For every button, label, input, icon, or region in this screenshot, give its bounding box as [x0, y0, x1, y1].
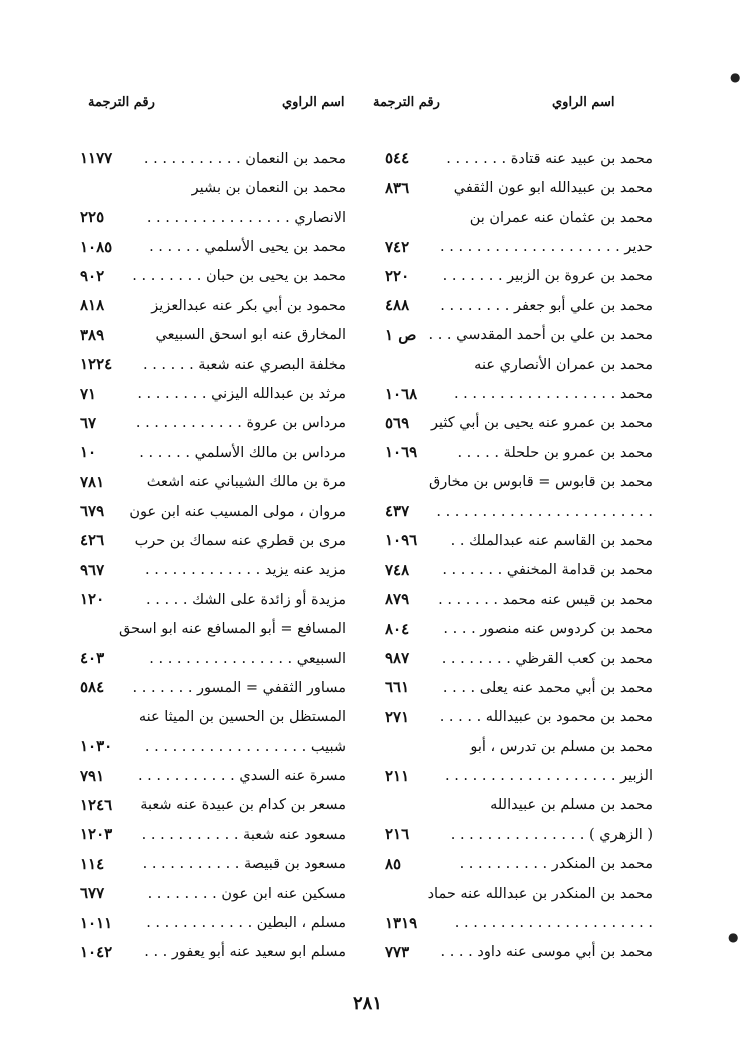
narrator-name: مسرة عنه السدي . . . . . . . . . . . — [137, 768, 346, 785]
narrator-name: مرداس بن عروة . . . . . . . . . . . . — [135, 415, 346, 432]
index-entry — [80, 607, 346, 636]
index-entry — [80, 343, 346, 372]
entry-number: ٧٧٣ — [385, 942, 410, 961]
index-entry — [80, 460, 346, 489]
entry-number: ٧١ — [80, 384, 97, 403]
narrator-name: مزيد عنه يزيد . . . . . . . . . . . . . — [145, 562, 346, 579]
entry-number: ٩٦٧ — [80, 560, 105, 579]
index-entry — [385, 519, 653, 548]
index-entry — [80, 754, 346, 783]
index-entry — [80, 255, 346, 284]
index-entry — [80, 431, 346, 460]
entry-number: ٧٤٢ — [385, 237, 410, 256]
narrator-name: الزبير . . . . . . . . . . . . . . . . . . . — [444, 768, 653, 785]
index-entry — [385, 695, 653, 724]
entry-number: ١٠٦٩ — [385, 443, 418, 462]
entry-number: ٤٣٧ — [385, 502, 410, 521]
index-entry — [385, 637, 653, 666]
entry-number: ١١٧٧ — [80, 149, 113, 168]
entry-number: ٥٤٤ — [385, 149, 410, 168]
narrator-name: محمد بن عروة بن الزبير . . . . . . . — [442, 268, 653, 285]
narrator-name: محمد بن عبيدالله ابو عون الثقفي — [453, 180, 653, 197]
entry-number: ٨٠٤ — [385, 619, 410, 638]
index-entry — [385, 431, 653, 460]
header-right-number: رقم الترجمة — [373, 95, 440, 110]
header-left-name: اسم الراوي — [282, 95, 345, 110]
entry-number: ١٣١٩ — [385, 913, 418, 932]
index-entry — [80, 784, 346, 813]
index-entry — [385, 166, 653, 195]
entry-number: ١٠٤٢ — [80, 942, 113, 961]
entry-number: ٣٨٩ — [80, 325, 105, 344]
entry-number: ٨٣٦ — [385, 178, 410, 197]
index-entry — [385, 842, 653, 871]
entry-number: ١٠٦٨ — [385, 384, 418, 403]
narrator-name: محمد بن عمرو بن حلحلة . . . . . — [457, 444, 653, 461]
index-entry — [80, 225, 346, 254]
index-entry — [385, 548, 653, 577]
entry-number: ١١٤ — [80, 854, 105, 873]
narrator-name: محمد بن قيس عنه محمد . . . . . . . — [438, 591, 653, 608]
entry-number: ١٢٠ — [80, 590, 105, 609]
entry-number: ١٠٨٥ — [80, 237, 113, 256]
entry-number: ١٢٠٣ — [80, 825, 113, 844]
index-entry — [80, 901, 346, 930]
narrator-name: محمد بن المنكدر . . . . . . . . . . — [459, 856, 653, 873]
index-entry — [80, 548, 346, 577]
index-entry — [80, 196, 346, 225]
index-entry — [80, 725, 346, 754]
index-entry — [80, 666, 346, 695]
narrator-name: محمد بن عمرو عنه يحيى بن أبي كثير — [430, 415, 653, 432]
narrator-name: محمد بن أبي محمد عنه يعلى . . . . — [442, 679, 653, 696]
index-entry — [385, 255, 653, 284]
index-entry — [385, 284, 653, 313]
narrator-name: محمد بن علي بن أحمد المقدسي . . . — [428, 327, 653, 344]
narrator-name: مساور الثقفي = المسور . . . . . . . — [132, 679, 346, 696]
narrator-name: محمد بن النعمان بن بشير — [191, 180, 346, 197]
entry-number: ٢٢٠ — [385, 266, 410, 285]
narrator-name: السبيعي . . . . . . . . . . . . . . . . — [149, 650, 346, 667]
index-entry — [80, 519, 346, 548]
entry-number: ٤٨٨ — [385, 296, 410, 315]
right-column-entries — [385, 137, 653, 960]
index-entry — [385, 813, 653, 842]
index-entry — [385, 901, 653, 930]
index-entry — [385, 784, 653, 813]
index-entry — [385, 490, 653, 519]
entry-number: ٨٥ — [385, 854, 402, 873]
index-entry — [80, 872, 346, 901]
narrator-name: محمد بن مسلم بن تدرس ، أبو — [470, 738, 653, 755]
entry-number: ٢٢٥ — [80, 208, 105, 227]
index-entry — [385, 225, 653, 254]
index-entry — [80, 578, 346, 607]
narrator-name: شبيب . . . . . . . . . . . . . . . . . . — [144, 738, 346, 755]
entry-number: ص ١ — [385, 325, 417, 344]
index-entry — [385, 372, 653, 401]
index-entry — [385, 666, 653, 695]
index-entry — [80, 313, 346, 342]
entry-number: ٨١٨ — [80, 296, 105, 315]
index-entry — [80, 402, 346, 431]
narrator-name: محمد بن يحيى الأسلمي . . . . . . — [149, 239, 346, 256]
entry-number: ٥٦٩ — [385, 413, 410, 432]
index-entry — [385, 313, 653, 342]
entry-number: ٦٧ — [80, 413, 97, 432]
index-entry — [385, 578, 653, 607]
entry-number: ٧٩١ — [80, 766, 105, 785]
index-entry — [385, 872, 653, 901]
index-entry — [385, 607, 653, 636]
index-entry — [80, 931, 346, 960]
entry-number: ٢١٦ — [385, 825, 410, 844]
index-entry — [80, 695, 346, 724]
narrator-name: محمد بن المنكدر بن عبدالله عنه حماد — [427, 885, 653, 902]
margin-mark-top: ● — [730, 70, 740, 84]
entry-number: ٩٨٧ — [385, 649, 410, 668]
narrator-name: محمود بن أبي بكر عنه عبدالعزيز — [151, 297, 346, 314]
narrator-name: . . . . . . . . . . . . . . . . . . . . . . — [454, 915, 653, 932]
entry-number: ٦٧٧ — [80, 884, 105, 903]
narrator-name: حدير . . . . . . . . . . . . . . . . . . . . — [440, 239, 653, 256]
narrator-name: محمد بن كردوس عنه منصور . . . . — [443, 621, 653, 638]
narrator-name: ( الزهري ) . . . . . . . . . . . . . . . — [450, 826, 653, 843]
narrator-name: محمد بن عبيد عنه قتادة . . . . . . . — [446, 150, 653, 167]
narrator-name: محمد . . . . . . . . . . . . . . . . . . — [453, 386, 653, 403]
narrator-name: مسلم ابو سعيد عنه أبو يعفور . . . — [144, 944, 346, 961]
narrator-name: محمد بن قابوس = قابوس بن مخارق — [428, 474, 653, 491]
entry-number: ٢٧١ — [385, 707, 410, 726]
narrator-name: محمد بن كعب القرظي . . . . . . . . — [441, 650, 653, 667]
narrator-name: المسافع = أبو المسافع عنه ابو اسحق — [118, 621, 346, 638]
narrator-name: محمد بن محمود بن عبيدالله . . . . . — [439, 709, 653, 726]
narrator-name: محمد بن يحيى بن حبان . . . . . . . . — [132, 268, 346, 285]
entry-number: ٦٦١ — [385, 678, 410, 697]
entry-number: ٩٠٢ — [80, 266, 105, 285]
entry-number: ١٠٩٦ — [385, 531, 418, 550]
entry-number: ٢١١ — [385, 766, 410, 785]
entry-number: ١٢٤٦ — [80, 795, 113, 814]
narrator-name: محمد بن مسلم بن عبيدالله — [490, 797, 653, 814]
narrator-name: مزيدة أو زائدة على الشك . . . . . — [146, 591, 346, 608]
narrator-name: محمد بن علي أبو جعفر . . . . . . . . — [440, 297, 653, 314]
page-number: ٢٨١ — [352, 993, 382, 1014]
left-column-entries — [80, 137, 346, 960]
narrator-name: مرداس بن مالك الأسلمي . . . . . . — [139, 444, 346, 461]
index-entry — [385, 402, 653, 431]
entry-number: ٧٨١ — [80, 472, 105, 491]
index-entry — [80, 372, 346, 401]
index-entry — [80, 137, 346, 166]
entry-number: ٧٤٨ — [385, 560, 410, 579]
header-right-name: اسم الراوي — [552, 95, 615, 110]
index-entry — [80, 637, 346, 666]
narrator-name: محمد بن عمران الأنصاري عنه — [474, 356, 653, 373]
entry-number: ٤٢٦ — [80, 531, 105, 550]
narrator-name: مخلفة البصري عنه شعبة . . . . . . — [142, 356, 346, 373]
index-entry — [385, 343, 653, 372]
index-entry — [80, 842, 346, 871]
narrator-name: المخارق عنه ابو اسحق السبيعي — [155, 327, 346, 344]
narrator-name: مروان ، مولى المسيب عنه ابن عون — [129, 503, 346, 520]
entry-number: ٦٧٩ — [80, 502, 105, 521]
narrator-name: مسعود عنه شعبة . . . . . . . . . . . — [141, 826, 346, 843]
entry-number: ٨٧٩ — [385, 590, 410, 609]
header-left-number: رقم الترجمة — [88, 95, 155, 110]
narrator-name: محمد بن عثمان عنه عمران بن — [469, 209, 653, 226]
narrator-name: مرة بن مالك الشيباني عنه اشعث — [146, 474, 346, 491]
index-entry — [385, 196, 653, 225]
narrator-name: مرى بن قطري عنه سماك بن حرب — [134, 532, 346, 549]
narrator-name: مسعود بن قبيصة . . . . . . . . . . . — [142, 856, 346, 873]
narrator-name: الانصاري . . . . . . . . . . . . . . . . — [146, 209, 346, 226]
index-entry — [385, 137, 653, 166]
narrator-name: محمد بن أبي موسى عنه داود . . . . — [440, 944, 653, 961]
index-entry — [80, 284, 346, 313]
index-entry — [80, 813, 346, 842]
entry-number: ١٠٣٠ — [80, 737, 113, 756]
index-entry — [385, 754, 653, 783]
narrator-name: مسكين عنه ابن عون . . . . . . . . — [147, 885, 346, 902]
index-entry — [385, 460, 653, 489]
narrator-name: . . . . . . . . . . . . . . . . . . . . . . . . — [436, 503, 653, 520]
index-entry — [385, 725, 653, 754]
narrator-name: مسلم ، البطين . . . . . . . . . . . . — [146, 915, 346, 932]
margin-mark-bottom: ● — [728, 930, 739, 944]
index-entry — [80, 166, 346, 195]
narrator-name: محمد بن قدامة المخنفي . . . . . . . — [442, 562, 653, 579]
entry-number: ١٠١١ — [80, 913, 113, 932]
narrator-name: المستظل بن الحسين بن الميثا عنه — [138, 709, 346, 726]
entry-number: ١٢٢٤ — [80, 355, 113, 374]
narrator-name: مسعر بن كدام بن عبيدة عنه شعبة — [140, 797, 346, 814]
entry-number: ٥٨٤ — [80, 678, 105, 697]
narrator-name: مرثد بن عبدالله اليزني . . . . . . . . — [137, 386, 346, 403]
index-entry — [80, 490, 346, 519]
entry-number: ١٠ — [80, 443, 97, 462]
entry-number: ٤٠٣ — [80, 649, 105, 668]
narrator-name: محمد بن القاسم عنه عبدالملك . . — [450, 532, 653, 549]
narrator-name: محمد بن النعمان . . . . . . . . . . . — [143, 150, 346, 167]
index-entry — [385, 931, 653, 960]
